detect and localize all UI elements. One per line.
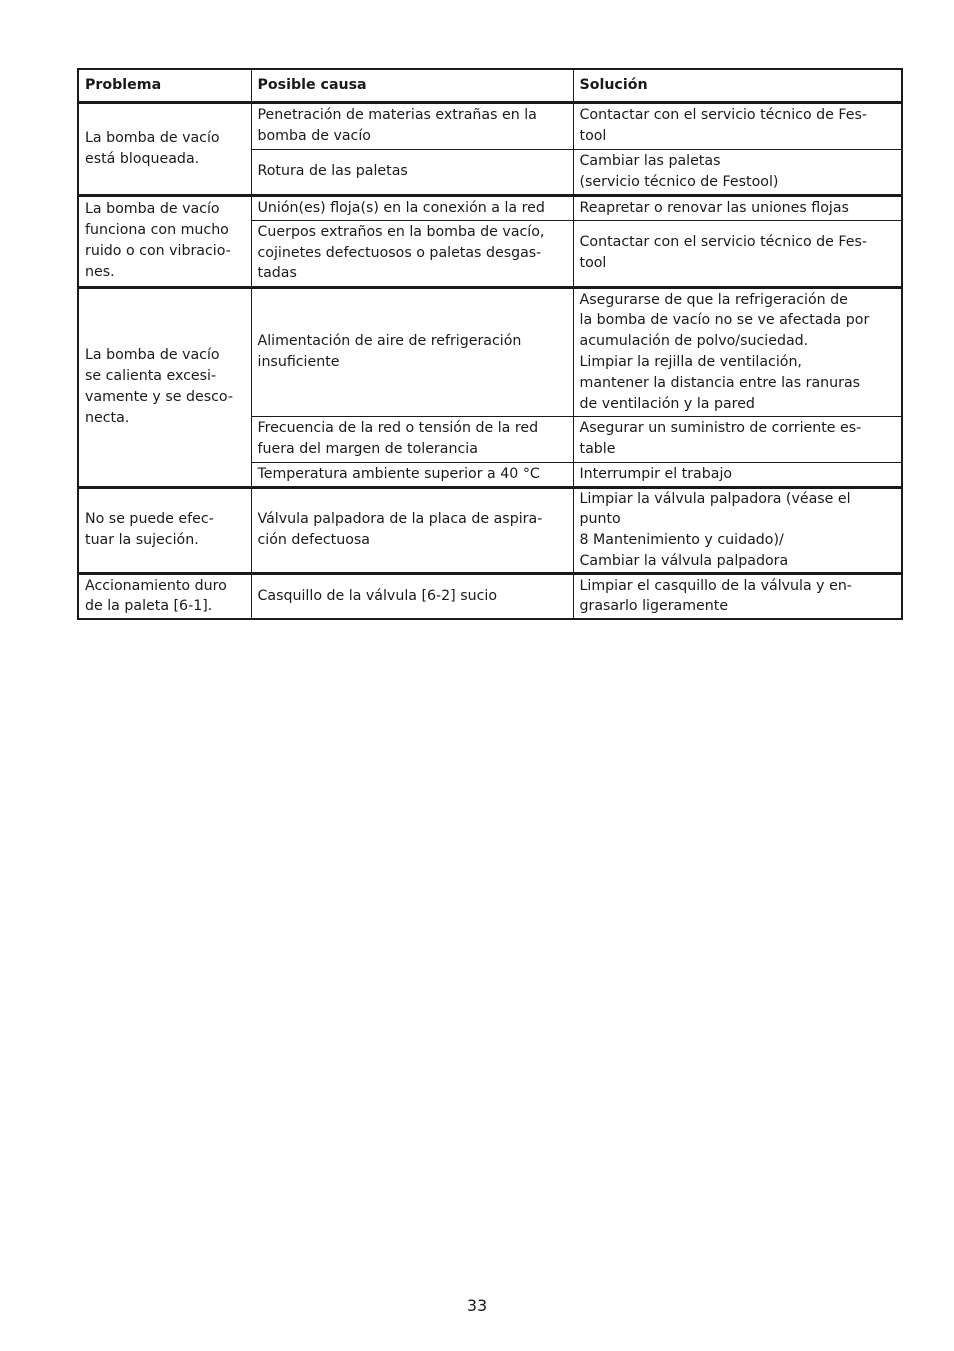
cause-text: Alimentación de aire de refrigeración insuficiente — [257, 333, 522, 370]
cause-text: Penetración de materias extrañas en la bomba de vacío — [257, 107, 537, 144]
cause-text: Unión(es) floja(s) en la conexión a la red — [257, 199, 545, 216]
problem-text: La bomba de vacío funciona con mucho ruido o con vibracio- nes. — [85, 201, 231, 280]
solution-text: Reapretar o renovar las uniones flojas — [579, 199, 849, 216]
header-problem: Problema — [78, 69, 251, 102]
header-solution: Solución — [573, 69, 902, 102]
solution-cell — [573, 462, 902, 487]
table-row — [78, 102, 902, 149]
problem-text: No se puede efec- tuar la sujeción. — [85, 511, 214, 549]
cause-text: Casquillo de la válvula [6-2] sucio — [257, 588, 498, 605]
solution-text: Asegurarse de que la refrigeración de la bomba de vacío no se ve afectada por acumulación de polvo/suciedad. Limpiar la rejilla de ventilación, mantener la distancia entre las ranuras de ventilación y la pared — [579, 291, 870, 412]
cause-cell — [251, 220, 573, 287]
cause-text: Cuerpos extraños en la bomba de vacío, cojinetes defectuosos o paletas desgas- tadas — [257, 223, 545, 282]
cause-cell — [251, 149, 573, 195]
solution-text: Limpiar la válvula palpadora (véase el punto 8 Mantenimiento y cuidado)/ Cambiar la válvula palpadora — [579, 490, 851, 569]
solution-cell — [573, 487, 902, 573]
problem-cell — [78, 287, 251, 487]
cause-cell — [251, 287, 573, 416]
solution-text: Asegurar un suministro de corriente es- table — [579, 420, 862, 457]
table-row — [78, 487, 902, 573]
solution-text: Interrumpir el trabajo — [579, 465, 733, 482]
page-number: 33 — [466, 1296, 488, 1315]
cause-text: Rotura de las paletas — [257, 163, 408, 180]
solution-cell — [573, 573, 902, 619]
cause-cell — [251, 487, 573, 573]
solution-cell — [573, 195, 902, 220]
cause-cell — [251, 416, 573, 462]
solution-cell — [573, 287, 902, 416]
solution-text: Cambiar las paletas (servicio técnico de Festool) — [579, 152, 779, 190]
cause-cell — [251, 573, 573, 619]
troubleshooting-table — [77, 68, 903, 620]
header-cause: Posible causa — [251, 69, 573, 102]
table-header-row — [78, 69, 902, 102]
problem-cell — [78, 102, 251, 195]
cause-cell — [251, 102, 573, 149]
problem-cell — [78, 487, 251, 573]
cause-text: Frecuencia de la red o tensión de la red fuera del margen de tolerancia — [257, 420, 539, 457]
table-row — [78, 573, 902, 619]
problem-cell — [78, 573, 251, 619]
cause-text: Temperatura ambiente superior a 40 °C — [257, 465, 540, 482]
problem-text: La bomba de vacío está bloqueada. — [85, 129, 220, 167]
problem-text: La bomba de vacío se calienta excesi- vamente y se desco- necta. — [85, 347, 233, 426]
table-row — [78, 195, 902, 220]
solution-cell — [573, 102, 902, 149]
problem-cell — [78, 195, 251, 287]
table-row — [78, 287, 902, 416]
solution-text: Contactar con el servicio técnico de Fes- tool — [579, 107, 868, 144]
solution-cell — [573, 149, 902, 195]
cause-text: Válvula palpadora de la placa de aspira- ción defectuosa — [257, 511, 543, 549]
solution-text: Contactar con el servicio técnico de Fes- tool — [579, 234, 868, 271]
problem-text: Accionamiento duro de la paleta [6-1]. — [85, 577, 227, 615]
solution-cell — [573, 416, 902, 462]
cause-cell — [251, 195, 573, 220]
solution-cell — [573, 220, 902, 287]
cause-cell — [251, 462, 573, 487]
solution-text: Limpiar el casquillo de la válvula y en- grasarlo ligeramente — [579, 577, 852, 615]
